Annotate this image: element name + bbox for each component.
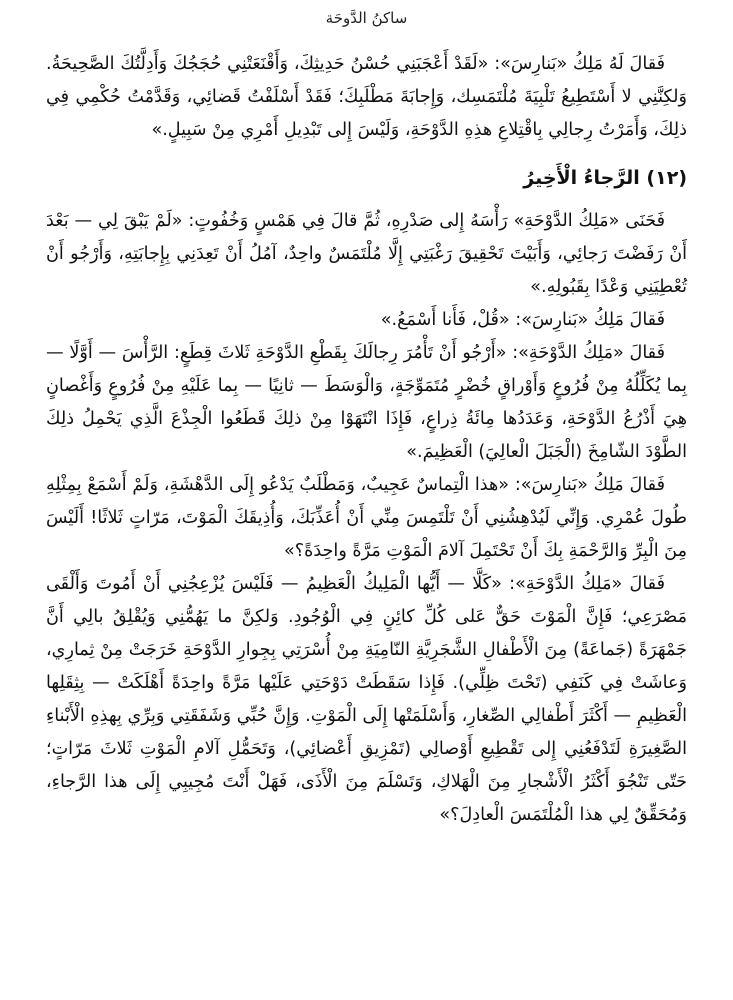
paragraph-king-astonished: فَقالَ مَلِكُ «بَنارِسَ»: «هذا الْتِماسٌ عَجِيبٌ، وَمَطْلَبٌ يَدْعُو إِلَى الدَّهْشَةِ، وَلَمْ أَسْمَعْ بِمِثْلِهِ طُولَ عُمْرِي. وَإِنِّي لَيُدْهِشُنِي أَنْ تَلْتَمِسَ مِنِّي أَنْ أُعَذِّبَكَ، وَأُذِيقَكَ الْمَوْتَ، مَرّاتٍ ثَلاثًا! أَلَيْسَ مِنَ الْبِرِّ وَالرَّحْمَةِ بِكَ أَنْ تَحْتَمِلَ آلامَ الْمَوْتِ مَرَّةً واحِدَةً؟» — [46, 475, 687, 561]
running-title: ساكنُ الدَّوحَة — [325, 9, 408, 27]
paragraph-king-speak: فَقالَ مَلِكُ «بَنارِسَ»: «قُلْ، فَأَنا أَسْمَعُ.» — [380, 310, 665, 330]
paragraph-king-reply: فَقالَ لَهُ مَلِكُ «بَنارِسَ»: «لَقَدْ أَعْجَبَنِي حُسْنُ حَدِيثِكَ، وَأَقْنَعَتْنِي حُجَجُكَ وَأَدِلَّتُكَ الصَّحِيحَةُ. وَلكِنَّنِي لا أَسْتَطِيعُ تَلْبِيَةَ مُلْتَمَسِك، وَإِجابَةَ مَطْلَبِكَ؛ فَقَدْ أَسْلَفْتُ قَضائِي، وَقَدَّمْتُ حُكْمِي فِي ذلِكَ، وَأَمَرْتُ رِجالِي بِاقْتِلاعِ هذِهِ الدَّوْحَةِ، وَلَيْسَ إِلى تَبْدِيلِ أَمْرِي مِنْ سَبِيلٍ.» — [46, 54, 687, 140]
paragraph-tree-king-request: فَحَنَى «مَلِكُ الدَّوْحَةِ» رَأْسَهُ إِلى صَدْرِهِ، ثُمَّ قالَ فِي هَمْسٍ وَخُفُوتٍ: «لَمْ يَبْقَ لِي — بَعْدَ أَنْ رَفَضْتَ رَجائِي، وَأَبَيْتَ تَحْقِيقَ رَغْبَتِي إِلَّا مُلْتَمَسٌ واحِدٌ، آمُلُ أَنْ تَعِدَنِي بِإِجابَتِهِ، وَأَرْجُو أَنْ تُعْطِيَنِي وَعْدًا بِقَبُولِهِ.» — [46, 211, 687, 297]
section-heading: (١٢) الرَّجاءُ الْأَخِيرُ — [523, 167, 687, 189]
paragraph-tree-king-explains: فَقالَ «مَلِكُ الدَّوْحَةِ»: «كَلَّا — أَيُّها الْمَلِيكُ الْعَظِيمُ — فَلَيْسَ يُزْعِجُنِي أَنْ أَمُوتَ وَأَلْقَى مَصْرَعِي؛ فَإِنَّ الْمَوْتَ حَقٌّ عَلى كُلِّ كائِنٍ فِي الْوُجُودِ. وَلكِنَّ ما يَهُمُّنِي وَيُقْلِقُ بالِي أَنَّ جَمْهَرَةً (جَماعَةً) مِنَ الْأَطْفالِ الشَّجَرِيَّةِ النّامِيَةِ مِنْ أُسْرَتِي بِجِوارِ الدَّوْحَةِ خَرَجَتْ مِنْ ثِمارِي، وَعاشَتْ فِي كَنَفِي (تَحْتَ ظِلِّي). فَإِذا سَقَطَتْ دَوْحَتِي عَلَيْها مَرَّةً واحِدَةً أَهْلَكَتْ — بِثِقَلِها الْعَظِيمِ — أَكْثَرَ أَطْفالِي الصِّغارِ، وَأَسْلَمَتْها إِلَى الْمَوْتِ. وَإِنَّ حُبِّي وَشَفَقَتِي وَبِرِّي بِهذِهِ الْأَبْناءِ الصَّغِيرَةِ لَتَدْفَعُنِي إِلى تَقْطِيعِ أَوْصالِي (تَمْزِيقِ أَعْضائِي)، وَتَحَمُّلِ آلامِ الْمَوْتِ ثَلاثَ مَرّاتٍ؛ حَتّى تَنْجُوَ أَكْثَرُ الْأَشْجارِ مِنَ الْهَلاكِ، وَتَسْلَمَ مِنَ الْأَذَى، فَهَلْ أَنْتَ مُجِيبِي إِلَى هذا الرَّجاءِ، وَمُحَقِّقٌ لِي هذا الْمُلْتَمَسَ الْعادِلَ؟» — [46, 574, 687, 825]
paragraph-cutting-request: فَقالَ «مَلِكُ الدَّوْحَةِ»: «أَرْجُو أَنْ تَأْمُرَ رِجالَكَ بِقَطْعِ الدَّوْحَةِ ثَلاثَ قِطَعٍ: الرَّأْسَ — أَوَّلًا — بِما يُكَلِّلُهُ مِنْ فُرُوعٍ وَأَوْراقٍ خُضْرٍ مُتَمَوِّجَةٍ، وَالْوَسَطَ — ثانِيًا — بِما عَلَيْهِ مِنْ فُرُوعٍ وَأَغْصانٍ هِيَ أَذْرُعُ الدَّوْحَةِ، وَعَدَدُها مِائَةُ ذِراعٍ، فَإِذَا انْتَهَوْا مِنْ ذلِكَ قَطَعُوا الْجِذْعَ الَّذِي يَحْمِلُ ذلِكَ الطَّوْدَ الشّامِخَ (الْجَبَلَ الْعالِيَ) الْعَظِيمَ.» — [46, 343, 687, 462]
